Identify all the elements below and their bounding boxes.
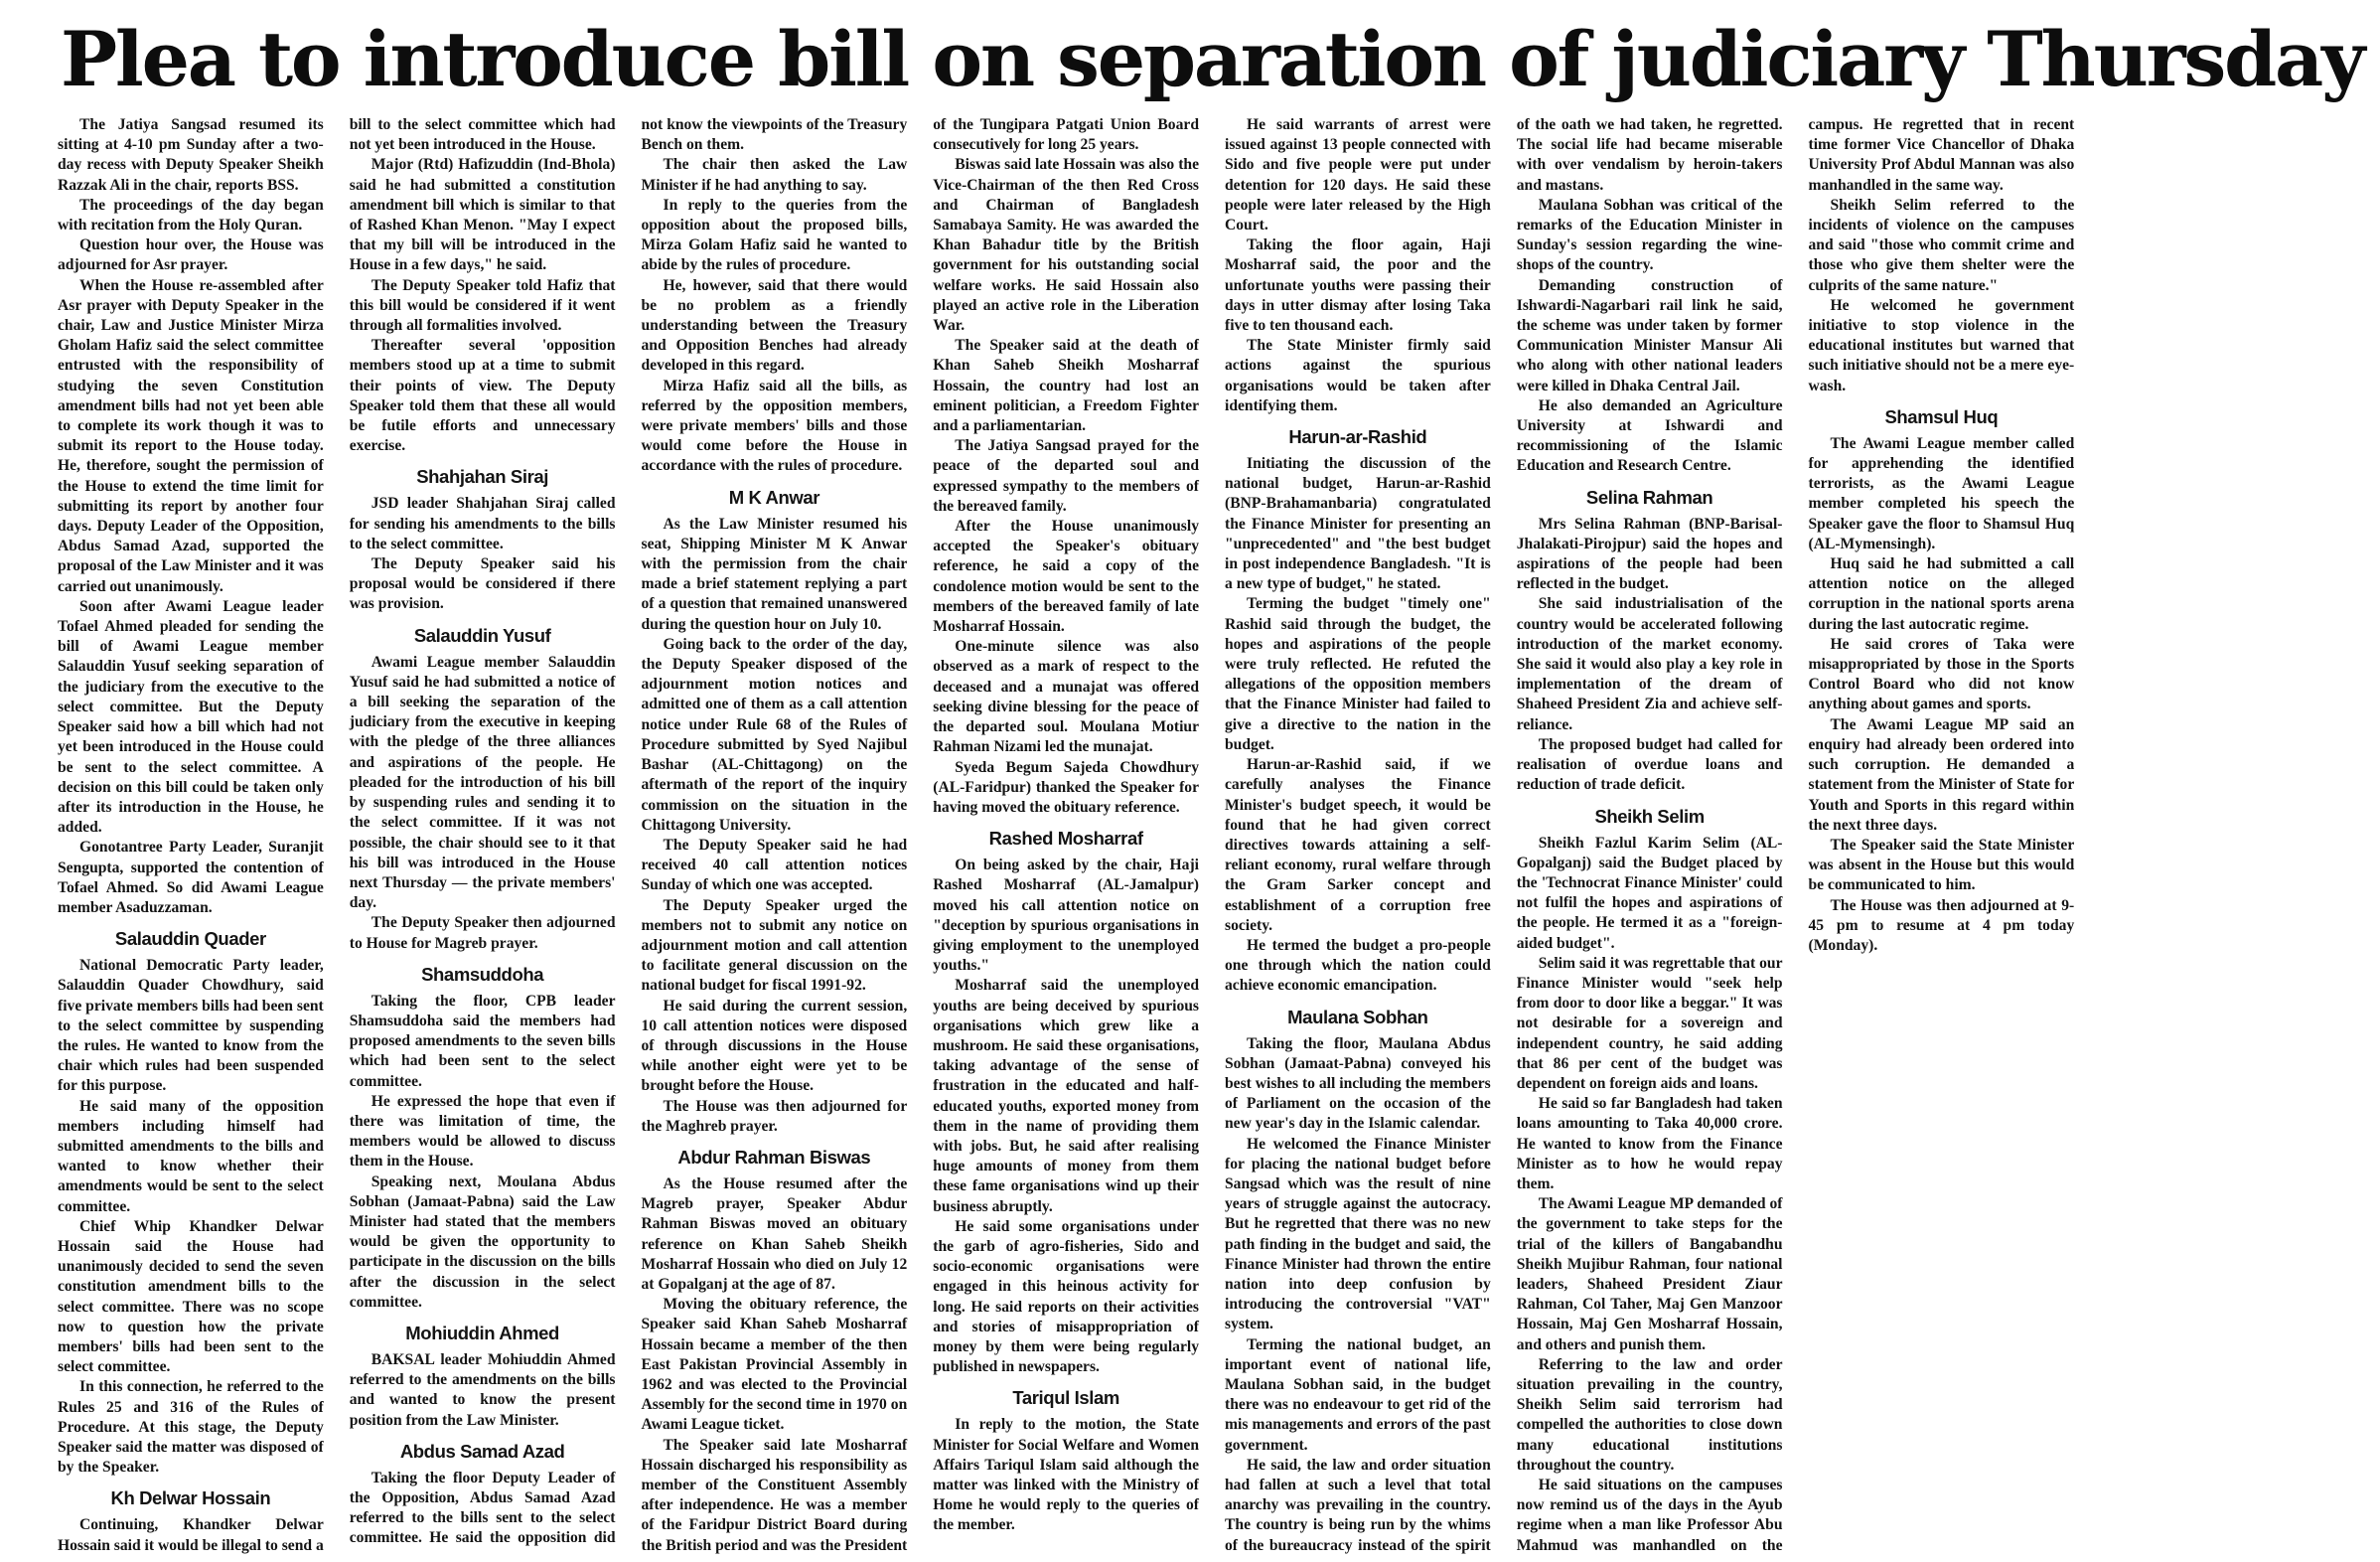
paragraph: The Speaker said late Mosharraf Hossain discharged his responsibility as member of the Constituent Assembly after independence. He was a member of the Faridpur District Board during the British period and was the President of the Tungipara Patgati Union Board consecutively for long 25 years. — [641, 116, 1199, 1554]
subhead: Mohiuddin Ahmed — [405, 1322, 559, 1343]
paragraph: Huq said he had submitted a call attention notice on the alleged corruption in the national sports arena during the last autocratic regime. — [1808, 555, 2075, 633]
paragraph: He also demanded an Agriculture University at Ishwardi and recommissioning of the Islamic Education and Research Centre. — [1516, 396, 1783, 475]
paragraph: Taking the floor, Maulana Abdus Sobhan (Jamaat-Pabna) conveyed his best wishes to all including the members of Parliament on the occasion of the new year's day in the Islamic calendar. — [1225, 1034, 1491, 1133]
paragraph: Taking the floor Deputy Leader of the Opposition, Abdus Samad Azad referred to the bills sent to the select committee. He said the opposition did not know the viewpoints of the Treasury Bench on them. — [349, 116, 908, 1547]
subhead: Abdur Rahman Biswas — [677, 1146, 871, 1168]
paragraph: The Jatiya Sangsad prayed for the peace of the departed soul and expressed sympathy to the members of the bereaved family. — [933, 437, 1199, 515]
paragraph: Referring to the law and order situation prevailing in the country, Sheikh Selim said terrorism had compelled the authorities to close down many educational institutions throughout the country. — [1516, 1355, 1783, 1474]
paragraph: In reply to the motion, the State Minister for Social Welfare and Women Affairs Tariqul Islam said although the matter was linked with the Ministry of Home he would reply to the queries of the member. — [933, 1416, 1199, 1534]
paragraph: He said crores of Taka were misappropriated by those in the Sports Control Board who did not know anything about games and sports. — [1808, 635, 2075, 713]
paragraph: One-minute silence was also observed as a mark of respect to the deceased and a munajat was offered seeking divine blessing for the peace of the departed soul. Moulana Motiur Rahman Nizami led the munajat. — [933, 638, 1199, 756]
subhead: Shamsuddoha — [421, 963, 544, 985]
paragraph: Mosharraf said the unemployed youths are being deceived by spurious organisations which grew like a mushroom. He said these organisations, taking advantage of the sense of frustration in the educated and half-educated youths, exported money from them in the name of providing them with jobs. But, he said after realising huge amounts of money from them these fame organisations wind up their business abruptly. — [933, 977, 1199, 1215]
paragraph: Soon after Awami League leader Tofael Ahmed pleaded for sending the bill of Awami League member Salauddin Yusuf seeking separation of the judiciary from the executive to the select committee. But the Deputy Speaker said how a bill which had not yet been introduced in the House could be sent to the select committee. A decision on this bill could be taken only after its introduction in the House, he added. — [58, 597, 324, 837]
paragraph: The Awami League MP demanded of the government to take steps for the trial of the killers of Bangabandhu Sheikh Mujibur Rahman, four national leaders, Shaheed President Ziaur Rahman, Col Taher, Maj Gen Manzoor Hossain, Maj Gen Mosharraf Hossain, and others and punish them. — [1516, 1195, 1783, 1353]
paragraph: The Awami League member called for apprehending the identified terrorists, as the Awami League member completed his speech the Speaker gave the floor to Shamsul Huq (AL-Mymensingh). — [1808, 434, 2075, 552]
subhead: Maulana Sobhan — [1287, 1006, 1428, 1027]
paragraph: As the Law Minister resumed his seat, Shipping Minister M K Anwar with the permission from the chair made a brief statement replying a part of a question that remained unanswered during the question hour on July 10. — [641, 515, 908, 633]
paragraph: Sheikh Fazlul Karim Selim (AL-Gopalganj) said the Budget placed by the 'Technocrat Finance Minister' could not fulfil the hopes and aspirations of the people. He termed it as a "foreign-aided budget". — [1516, 834, 1783, 952]
paragraph: He said so far Bangladesh had taken loans amounting to Taka 40,000 crore. He wanted to know from the Finance Minister as to how he would repay them. — [1516, 1095, 1783, 1192]
paragraph: The House was then adjourned at 9-45 pm to resume at 4 pm today (Monday). — [1808, 896, 2075, 954]
paragraph: The Speaker said at the death of Khan Saheb Sheikh Mosharraf Hossain, the country had lost an eminent politician, a Freedom Fighter and a parliamentarian. — [933, 337, 1199, 435]
paragraph: He termed the budget a pro-people one through which the nation could achieve economic emancipation. — [1225, 936, 1491, 995]
paragraph: He said situations on the campuses now remind us of the days in the Ayub regime when a man like Professor Abu Mahmud was manhandled on the campus. He regretted that in recent time former Vice Chancellor of Dhaka University Prof Abdul Mannan was also manhandled in the same way. — [1516, 116, 2075, 1554]
paragraph: Terming the budget "timely one" Rashid said through the budget, the hopes and aspirations of the people were truly reflected. He refuted the allegations of the opposition members that the Finance Minister had failed to give a directive to the nation in the budget. — [1225, 595, 1491, 753]
paragraph: Awami League member Salauddin Yusuf said he had submitted a notice of a bill seeking the separation of the judiciary from the executive in keeping with the pledge of the three alliances and aspirations of the people. He pleaded for the introduction of his bill by suspending rules and sending it to the select committee. If it was not possible, the chair should see to it that his bill was introduced in the House next Thursday — the private members' day. — [349, 653, 616, 912]
paragraph: He said during the current session, 10 call attention notices were disposed of through discussions in the House while another eight were yet to be brought before the House. — [641, 997, 908, 1095]
paragraph: Terming the national budget, an important event of national life, Maulana Sobhan said, in the budget there was no endeavour to get rid of the mis managements and errors of the past government. — [1225, 1335, 1491, 1454]
paragraph: The Deputy Speaker then adjourned to House for Magreb prayer. — [349, 914, 616, 952]
paragraph: The chair then asked the Law Minister if he had anything to say. — [641, 156, 908, 194]
subhead: M K Anwar — [728, 486, 820, 508]
paragraph: He welcomed the Finance Minister for placing the national budget before Sangsad which was the result of nine years of struggle against the autocracy. But he regretted that there was no new path finding in the budget and said, the Finance Minister had thrown the entire nation into deep confusion by introducing the controversial "VAT" system. — [1225, 1135, 1491, 1333]
subhead: Salauddin Quader — [114, 928, 266, 950]
paragraph: The Deputy Speaker said he had received 40 call attention notices Sunday of which one was accepted. — [641, 836, 908, 894]
paragraph: The Jatiya Sangsad resumed its sitting at 4-10 pm Sunday after a two-day recess with Deputy Speaker Sheikh Razzak Ali in the chair, reports BSS. — [58, 116, 324, 194]
paragraph: Sheikh Selim referred to the incidents of violence on the campuses and said "those who commit crime and those who give them shelter were the culprits of the same nature." — [1808, 196, 2075, 294]
paragraph: Going back to the order of the day, the Deputy Speaker disposed of the adjournment motion notices and admitted one of them as a call attention notice under Rule 68 of the Rules of Procedure submitted by Syed Najibul Bashar (AL-Chittagong) on the aftermath of the report of the inquiry commission on the situation in the Chittagong University. — [641, 635, 908, 834]
subhead: Shamsul Huq — [1884, 405, 1999, 427]
paragraph: JSD leader Shahjahan Siraj called for sending his amendments to the bills to the select committee. — [349, 495, 616, 552]
paragraph: In this connection, he referred to the Rules 25 and 316 of the Rules of Procedure. At this stage, the Deputy Speaker said the matter was disposed of by the Speaker. — [58, 1378, 324, 1477]
paragraph: Question hour over, the House was adjourned for Asr prayer. — [58, 236, 324, 274]
paragraph: Demanding construction of Ishwardi-Nagarbari rail link he said, the scheme was under taken by former Communication Minister Mansur Ali who along with other national leaders were killed in Dhaka Central Jail. — [1516, 276, 1783, 394]
paragraph: The proceedings of the day began with recitation from the Holy Quran. — [58, 196, 324, 234]
paragraph: On being asked by the chair, Haji Rashed Mosharraf (AL-Jamalpur) moved his call attention notice on "deception by spurious organisations in giving employment to the unemployed youths." — [933, 857, 1199, 975]
paragraph: Initiating the discussion of the national budget, Harun-ar-Rashid (BNP-Brahamanbaria) congratulated the Finance Minister for presenting an "unprecedented" and "the best budget in post independence Bangladesh. "It is a new type of budget," he stated. — [1225, 455, 1491, 593]
article-body — [58, 115, 2366, 1558]
paragraph: He, however, said that there would be no problem as a friendly understanding between the Treasury and Opposition Benches had already developed in this regard. — [641, 276, 908, 375]
paragraph: Chief Whip Khandker Delwar Hossain said the House had unanimously decided to send the seven constitution amendment bills to the select committee. There was no scope now to question how the private members' bills had been sent to the select committee. — [58, 1217, 324, 1376]
paragraph: The Awami League MP said an enquiry had already been ordered into such corruption. He demanded a statement from the Minister of State for Youth and Sports in this regard within the next three days. — [1808, 715, 2075, 834]
paragraph: After the House unanimously accepted the Speaker's obituary reference, he said a copy of the condolence motion would be sent to the members of the bereaved family of late Mosharraf Hossain. — [933, 518, 1199, 636]
subhead: Salauddin Yusuf — [413, 624, 551, 646]
subhead: Kh Delwar Hossain — [110, 1487, 271, 1509]
paragraph: He said many of the opposition members including himself had submitted amendments to the bills and wanted to know whether their amendments would be sent to the select committee. — [58, 1097, 324, 1215]
paragraph: Thereafter several 'opposition members stood up at a time to submit their points of view. The Deputy Speaker told them that these all would be futile efforts and unnecessary exercise. — [349, 337, 616, 455]
paragraph: He said warrants of arrest were issued against 13 people connected with Sido and five people were put under detention for 120 days. He said these people were later released by the High Court. — [1225, 116, 1491, 234]
paragraph: He expressed the hope that even if there was limitation of time, the members would be allowed to discuss them in the House. — [349, 1092, 616, 1171]
paragraph: He said, the law and order situation had fallen at such a level that total anarchy was prevailing in the country. The country is being run by the whims of the bureaucracy instead of the spirit of the oath we had taken, he regretted. The social life had became miserable with over vendalism by heroin-takers and mastans. — [1225, 116, 1783, 1554]
paragraph: Continuing, Khandker Delwar Hossain said it would be illegal to send a bill to the select committee which had not yet been introduced in the House. — [58, 116, 616, 1554]
paragraph: Maulana Sobhan was critical of the remarks of the Education Minister in Sunday's session regarding the wine-shops of the country. — [1516, 196, 1783, 274]
paragraph: The Deputy Speaker urged the members not to submit any notice on adjournment motion and call attention to facilitate general discussion on the national budget for fiscal 1991-92. — [641, 896, 908, 995]
paragraph: Mirza Hafiz said all the bills, as referred by the opposition members, were private members' bills and those would come before the House in accordance with the rules of procedure. — [641, 377, 908, 475]
paragraph: The House was then adjourned for the Maghreb prayer. — [641, 1097, 908, 1135]
subhead: Harun-ar-Rashid — [1288, 426, 1427, 448]
paragraph: Taking the floor, CPB leader Shamsuddoha said the members had proposed amendments to the seven bills which had been sent to the select committee. — [349, 992, 616, 1090]
paragraph: Taking the floor again, Haji Mosharraf said, the poor and the unfortunate youths were passing their days in utter dismay after losing Taka five to ten thousand each. — [1225, 236, 1491, 335]
paragraph: Mrs Selina Rahman (BNP-Barisal-Jhalakati-Pirojpur) said the hopes and aspirations of the people had been reflected in the budget. — [1516, 515, 1783, 593]
subhead: Tariqul Islam — [1012, 1387, 1119, 1409]
subhead: Sheikh Selim — [1594, 805, 1705, 827]
paragraph: Syeda Begum Sajeda Chowdhury (AL-Faridpur) thanked the Speaker for having moved the obituary reference. — [933, 758, 1199, 816]
paragraph: BAKSAL leader Mohiuddin Ahmed referred to the amendments on the bills and wanted to know the present position from the Law Minister. — [349, 1350, 616, 1429]
paragraph: Harun-ar-Rashid said, if we carefully analyses the Finance Minister's budget speech, it would be found that he had given correct directives towards attaining a self-reliant economy, rural welfare through the Gram Sarker concept and establishment of a corruption free society. — [1225, 756, 1491, 934]
subhead: Shahjahan Siraj — [416, 466, 549, 488]
paragraph: The State Minister firmly said actions against the spurious organisations would be taken after identifying them. — [1225, 337, 1491, 414]
paragraph: Biswas said late Hossain was also the Vice-Chairman of the then Red Cross and Chairman of Bangladesh Samabaya Samity. He was awarded the Khan Bahadur title by the British government for his outstanding social welfare works. He said Hossain also played an active role in the Liberation War. — [933, 156, 1199, 335]
paragraph: National Democratic Party leader, Salauddin Quader Chowdhury, said five private members bills had been sent to the select committee by suspending the rules. He wanted to know from the chair which rules had been suspended for this purpose. — [58, 957, 324, 1095]
paragraph: Major (Rtd) Hafizuddin (Ind-Bhola) said he had submitted a constitution amendment bill which is similar to that of Rashed Khan Menon. "May I expect that my bill will be introduced in the House in a few days," he said. — [349, 156, 616, 274]
paragraph: She said industrialisation of the country would be accelerated following introduction of the market economy. She said it would also play a key role in implementation of the dream of Shaheed President Zia and achieve self-reliance. — [1516, 595, 1783, 733]
paragraph: He said some organisations under the garb of agro-fisheries, Sido and socio-economic organisations were engaged in this heinous activity for long. He said reports on their activities and stories of misappropriation of money by them were being regularly published in newspapers. — [933, 1217, 1199, 1376]
paragraph: When the House re-assembled after Asr prayer with Deputy Speaker in the chair, Law and Justice Minister Mirza Gholam Hafiz said the select committee entrusted with the responsibility of studying the seven Constitution amendment bills had not yet been able to complete its work though it was to submit its report to the House today. He, therefore, sought the permission of the House to extend the time limit for submitting its report by another four days. Deputy Leader of the Opposition, Abdus Samad Azad, supported the proposal of the Law Minister and it was carried out unanimously. — [58, 276, 324, 595]
subhead: Abdus Samad Azad — [399, 1440, 565, 1462]
paragraph: He welcomed he government initiative to stop violence in the educational institutes but warned that such initiative should not be a mere eye-wash. — [1808, 296, 2075, 394]
paragraph: The Deputy Speaker said his proposal would be considered if there was provision. — [349, 555, 616, 613]
paragraph: Gonotantree Party Leader, Suranjit Sengupta, supported the contention of Tofael Ahmed. So did Awami League member Asaduzzaman. — [58, 839, 324, 916]
subhead: Rashed Mosharraf — [988, 828, 1143, 850]
paragraph: Speaking next, Moulana Abdus Sobhan (Jamaat-Pabna) said the Law Minister had stated that the members would be given the opportunity to participate in the discussion on the bills after the discussion in the select committee. — [349, 1172, 616, 1311]
headline: Plea to introduce bill on separation of judiciary Thursday — [60, 15, 2364, 103]
paragraph: Selim said it was regrettable that our Finance Minister would "seek help from door to door like a beggar." It was not desirable for a sovereign and independent country, he said adding that 86 per cent of the budget was dependent on foreign aids and loans. — [1516, 954, 1783, 1092]
paragraph: The proposed budget had called for realisation of overdue loans and reduction of trade deficit. — [1516, 735, 1783, 794]
paragraph: The Speaker said the State Minister was absent in the House but this would be communicated to him. — [1808, 836, 2075, 894]
paragraph: As the House resumed after the Magreb prayer, Speaker Abdur Rahman Biswas moved an obituary reference on Khan Saheb Sheikh Mosharraf Hossain who died on July 12 at Gopalganj at the age of 87. — [641, 1174, 908, 1293]
paragraph: Moving the obituary reference, the Speaker said Khan Saheb Mosharraf Hossain became a member of the then East Pakistan Provincial Assembly in 1962 and was elected to the Provincial Assembly for the second time in 1970 on Awami League ticket. — [641, 1296, 908, 1434]
paragraph: The Deputy Speaker told Hafiz that this bill would be considered if it went through all formalities involved. — [349, 276, 616, 335]
paragraph: In reply to the queries from the opposition about the proposed bills, Mirza Golam Hafiz said he wanted to abide by the rules of procedure. — [641, 196, 908, 274]
subhead: Selina Rahman — [1585, 486, 1713, 508]
